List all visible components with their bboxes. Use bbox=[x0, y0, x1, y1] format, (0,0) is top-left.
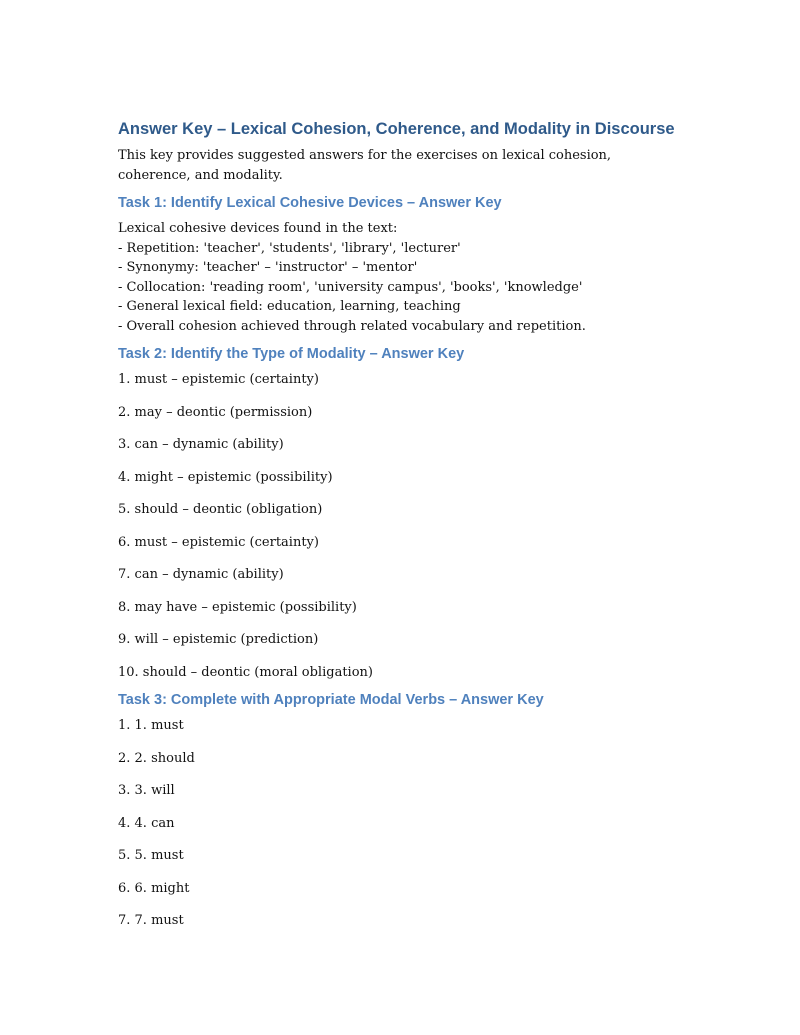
task1-line: - Collocation: 'reading room', 'university campus', 'books', 'knowledge' bbox=[118, 279, 583, 295]
task3-answer-item: 7. 7. must bbox=[118, 913, 184, 928]
document-intro: This key provides suggested answers for the exercises on lexical cohesion, coherence, and modality. bbox=[118, 148, 612, 183]
task3-answer-item: 5. 5. must bbox=[118, 848, 184, 863]
task2-answer-item: 9. will – epistemic (prediction) bbox=[118, 632, 319, 647]
task1-line: - Synonymy: 'teacher' – 'instructor' – 'mentor' bbox=[118, 260, 418, 275]
task1-line: - General lexical field: education, learning, teaching bbox=[118, 299, 461, 314]
task2-answer-item: 4. might – epistemic (possibility) bbox=[118, 469, 333, 485]
task2-answer-item: 10. should – deontic (moral obligation) bbox=[118, 664, 373, 680]
task1-line: - Repetition: 'teacher', 'students', 'library', 'lecturer' bbox=[118, 240, 461, 256]
task3-answer-item: 3. 3. will bbox=[118, 783, 175, 798]
document-title: Answer Key – Lexical Cohesion, Coherence, and Modality in Discourse bbox=[118, 120, 675, 138]
document-page bbox=[118, 118, 682, 939]
task3-answer-item: 1. 1. must bbox=[118, 718, 184, 733]
task2-answer-item: 1. must – epistemic (certainty) bbox=[118, 372, 319, 387]
task3-answer-item: 6. 6. might bbox=[118, 880, 190, 896]
task2-answer-item: 8. may have – epistemic (possibility) bbox=[118, 599, 357, 615]
task1-line: - Overall cohesion achieved through related vocabulary and repetition. bbox=[118, 318, 586, 334]
task1-heading: Task 1: Identify Lexical Cohesive Devices – Answer Key bbox=[118, 195, 502, 211]
task3-answer-item: 4. 4. can bbox=[118, 815, 175, 831]
task3-answer-list bbox=[118, 716, 682, 931]
task2-answer-item: 7. can – dynamic (ability) bbox=[118, 567, 284, 582]
task1-answer-block bbox=[118, 219, 682, 336]
task2-heading: Task 2: Identify the Type of Modality – Answer Key bbox=[118, 346, 465, 362]
task2-answer-item: 2. may – deontic (permission) bbox=[118, 404, 313, 420]
task2-answer-item: 6. must – epistemic (certainty) bbox=[118, 534, 319, 550]
task2-answer-item: 3. can – dynamic (ability) bbox=[118, 437, 284, 452]
task1-line: Lexical cohesive devices found in the text: bbox=[118, 221, 398, 236]
task3-heading: Task 3: Complete with Appropriate Modal Verbs – Answer Key bbox=[118, 692, 544, 708]
task2-answer-list bbox=[118, 370, 682, 682]
task3-answer-item: 2. 2. should bbox=[118, 750, 195, 766]
task2-answer-item: 5. should – deontic (obligation) bbox=[118, 502, 323, 517]
